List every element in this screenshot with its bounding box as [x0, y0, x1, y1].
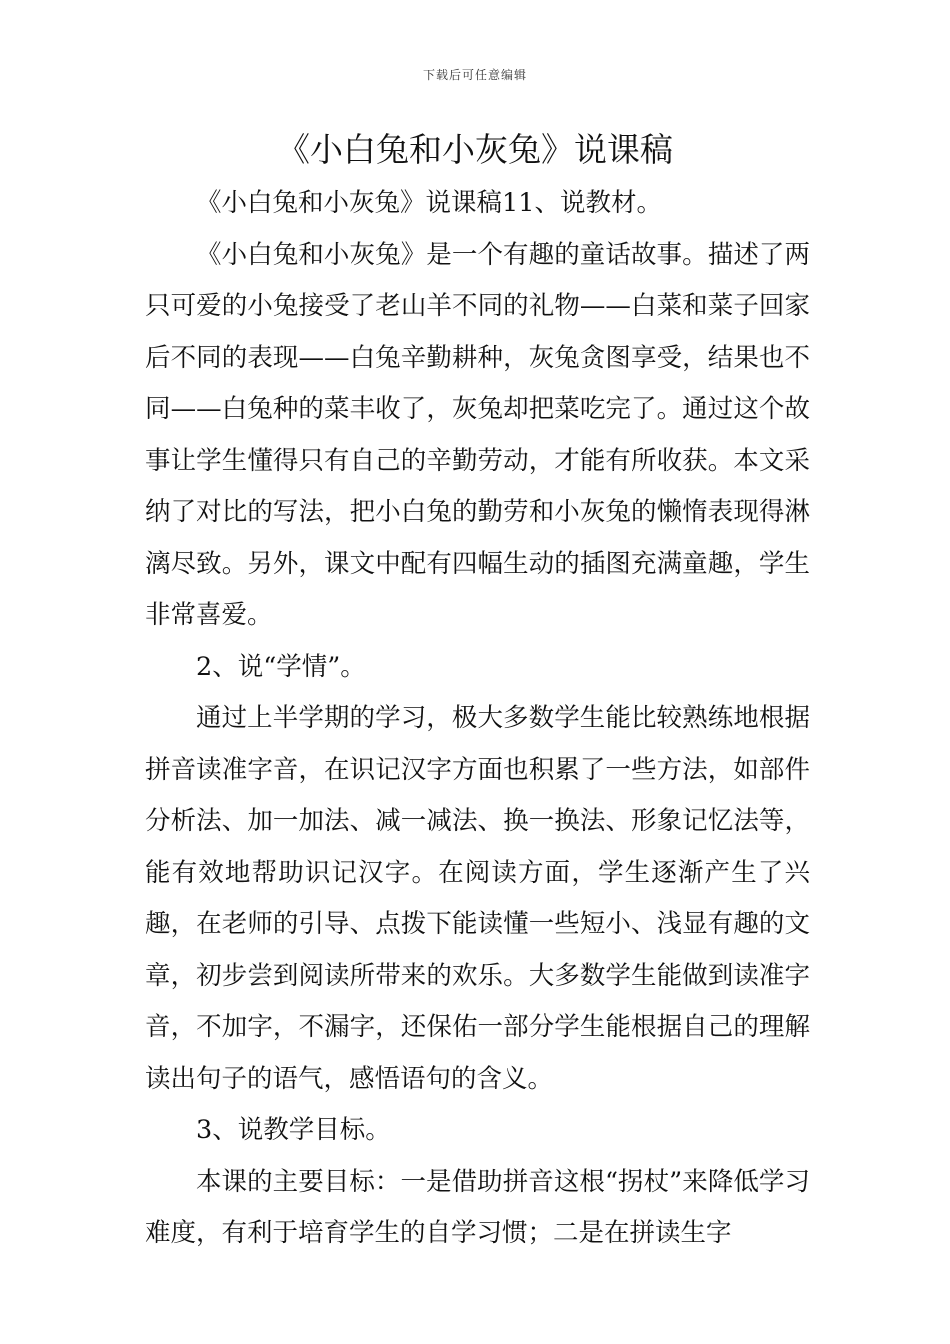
document-body — [145, 178, 810, 1260]
document-title: 《小白兔和小灰兔》说课稿 — [277, 130, 673, 169]
paragraph-teaching-material: 《小白兔和小灰兔》是一个有趣的童话故事。描述了两只可爱的小兔接受了老山羊不同的礼物——白菜和菜子回家后不同的表现——白兔辛勤耕种，灰兔贪图享受，结果也不同——白兔种的菜丰收了，灰兔却把菜吃完了。通过这个故事让学生懂得只有自己的辛勤劳动，才能有所收获。本文采纳了对比的写法，把小白兔的勤劳和小灰兔的懒惰表现得淋漓尽致。另外，课文中配有四幅生动的插图充满童趣，学生非常喜爱。 — [145, 239, 810, 630]
section-heading-learning-situation: 2、说“学情”。 — [196, 651, 366, 682]
paragraph-learning-situation: 通过上半学期的学习，极大多数学生能比较熟练地根据拼音读准字音，在识记汉字方面也积累了一些方法，如部件分析法、加一加法、减一减法、换一换法、形象记忆法等，能有效地帮助识记汉字。在阅读方面，学生逐渐产生了兴趣，在老师的引导、点拨下能读懂一些短小、浅显有趣的文章，初步尝到阅读所带来的欢乐。大多数学生能做到读准字音，不加字，不漏字，还保佑一部分学生能根据自己的理解读出句子的语气，感悟语句的含义。 — [145, 703, 810, 1094]
paragraph-intro: 《小白兔和小灰兔》说课稿11、说教材。 — [196, 188, 662, 218]
page-header: 下载后可任意编辑 — [422, 68, 527, 82]
paragraph-teaching-goals: 本课的主要目标：一是借助拼音这根“拐杖”来降低学习难度，有利于培育学生的自学习惯；二是在拼读生字 — [145, 1166, 810, 1248]
section-heading-teaching-goals: 3、说教学目标。 — [196, 1115, 391, 1145]
